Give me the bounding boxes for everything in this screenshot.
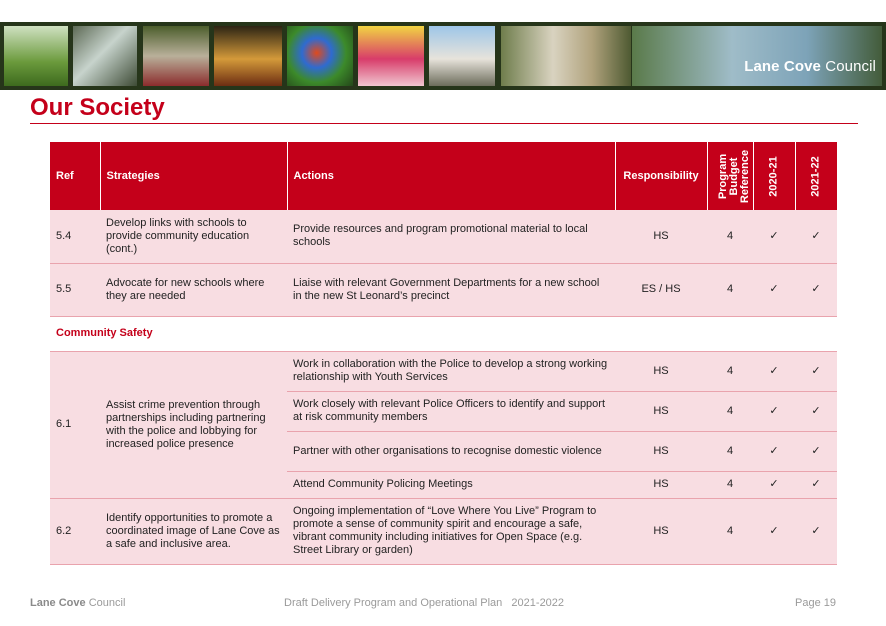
- cell-responsibility: HS: [615, 351, 707, 391]
- check-2020-21: ✓: [753, 391, 795, 431]
- cell-responsibility: HS: [615, 498, 707, 564]
- cell-action: Provide resources and program promotional material to local schools: [287, 210, 615, 263]
- banner-photo-building: [429, 26, 495, 86]
- footer-page-number: Page 19: [795, 597, 836, 609]
- cell-ref: 5.4: [50, 210, 100, 263]
- cell-program-ref: 4: [707, 263, 753, 316]
- cell-action: Work in collaboration with the Police to develop a strong working relationship with Youth Services: [287, 351, 615, 391]
- cell-program-ref: 4: [707, 351, 753, 391]
- check-2020-21: ✓: [753, 431, 795, 471]
- table-row: [50, 210, 837, 263]
- cell-program-ref: 4: [707, 471, 753, 498]
- cell-strategy: Assist crime prevention through partnerships including partnering with the police and lobbying for increased police presence: [100, 351, 287, 498]
- cell-ref: 5.5: [50, 263, 100, 316]
- col-header-responsibility: Responsibility: [615, 142, 707, 210]
- col-header-strategies: Strategies: [100, 142, 287, 210]
- check-2021-22: ✓: [795, 471, 837, 498]
- banner-photo-waterfall: [73, 26, 137, 86]
- table-row: [50, 498, 837, 564]
- cell-program-ref: 4: [707, 431, 753, 471]
- check-2021-22: ✓: [795, 498, 837, 564]
- col-header-2020-21: 2020-21: [753, 142, 795, 210]
- check-2021-22: ✓: [795, 391, 837, 431]
- cell-responsibility: HS: [615, 471, 707, 498]
- banner-photo-park: [4, 26, 68, 86]
- banner-photo-performer: [358, 26, 424, 86]
- check-2021-22: ✓: [795, 263, 837, 316]
- title-divider: [30, 123, 858, 124]
- footer-council: Lane Cove Council: [30, 597, 126, 609]
- strategy-table: [50, 142, 838, 565]
- footer-document-title: Draft Delivery Program and Operational Plan 2021-2022: [284, 597, 565, 609]
- cell-action: Work closely with relevant Police Officers to identify and support at risk community members: [287, 391, 615, 431]
- cell-responsibility: ES / HS: [615, 263, 707, 316]
- col-header-actions: Actions: [287, 142, 615, 210]
- check-2020-21: ✓: [753, 351, 795, 391]
- section-title: Community Safety: [50, 316, 837, 351]
- section-row-community-safety: [50, 316, 837, 351]
- cell-action: Partner with other organisations to recognise domestic violence: [287, 431, 615, 471]
- header-banner: [0, 22, 886, 90]
- council-logo: Lane Cove Council: [744, 58, 876, 75]
- cell-responsibility: HS: [615, 431, 707, 471]
- check-2021-22: ✓: [795, 431, 837, 471]
- cell-program-ref: 4: [707, 498, 753, 564]
- banner-photo-waterfront: [632, 26, 882, 86]
- banner-photo-dancers: [143, 26, 209, 86]
- banner-photo-parrot: [287, 26, 353, 86]
- cell-strategy: Develop links with schools to provide community education (cont.): [100, 210, 287, 263]
- check-2020-21: ✓: [753, 263, 795, 316]
- cell-responsibility: HS: [615, 391, 707, 431]
- cell-program-ref: 4: [707, 391, 753, 431]
- cell-action: Attend Community Policing Meetings: [287, 471, 615, 498]
- cell-action: Liaise with relevant Government Departments for a new school in the new St Leonard’s precinct: [287, 263, 615, 316]
- check-2020-21: ✓: [753, 498, 795, 564]
- page-title: Our Society: [30, 94, 165, 121]
- table-header-row: [50, 142, 837, 210]
- check-2021-22: ✓: [795, 210, 837, 263]
- cell-responsibility: HS: [615, 210, 707, 263]
- banner-photo-cafe: [501, 26, 631, 86]
- cell-action: Ongoing implementation of “Love Where You Live” Program to promote a sense of community spirit and encourage a safe, vibrant community including initiatives for Open Space (e.g. Street Library or garden): [287, 498, 615, 564]
- banner-photo-night-street: [214, 26, 282, 86]
- check-2021-22: ✓: [795, 351, 837, 391]
- cell-strategy: Advocate for new schools where they are needed: [100, 263, 287, 316]
- col-header-ref: Ref: [50, 142, 100, 210]
- table-row: [50, 351, 837, 391]
- check-2020-21: ✓: [753, 471, 795, 498]
- table-row: [50, 263, 837, 316]
- col-header-program-budget-reference: Program Budget Reference: [707, 142, 753, 210]
- cell-strategy: Identify opportunities to promote a coordinated image of Lane Cove as a safe and inclusive area.: [100, 498, 287, 564]
- cell-ref: 6.1: [50, 351, 100, 498]
- check-2020-21: ✓: [753, 210, 795, 263]
- cell-ref: 6.2: [50, 498, 100, 564]
- col-header-2021-22: 2021-22: [795, 142, 837, 210]
- cell-program-ref: 4: [707, 210, 753, 263]
